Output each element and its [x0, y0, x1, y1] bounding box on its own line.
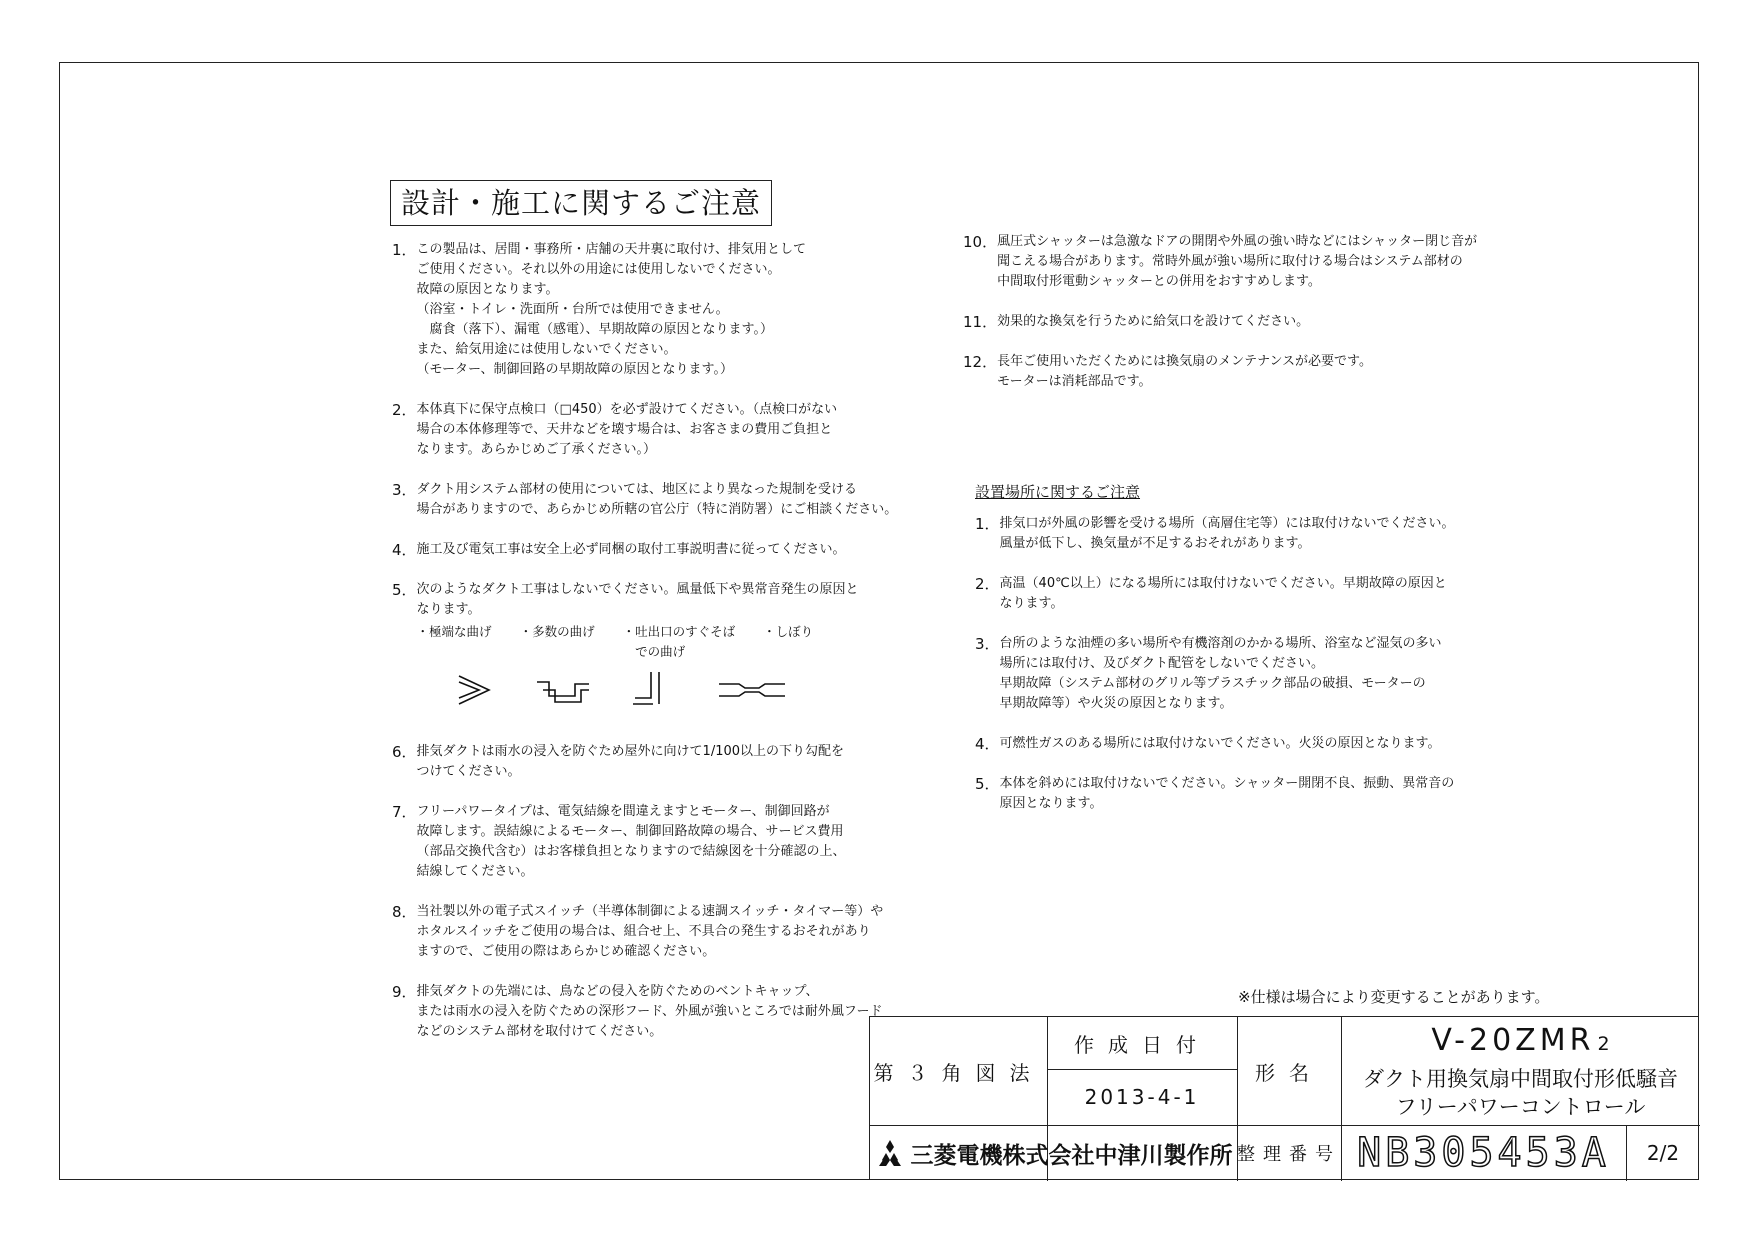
title-block — [869, 1016, 1699, 1180]
left-item — [392, 240, 852, 380]
duct-kink-label: ・多数の曲げ — [519, 624, 595, 639]
left-item-number: 6． — [392, 743, 417, 761]
install-item-line: 早期故障等）や火災の原因となります。 — [999, 696, 1233, 711]
right-item-line: 効果的な換気を行うために給気口を設けてください。 — [997, 314, 1310, 329]
constriction-icon — [717, 670, 787, 710]
install-item-line: 排気口が外風の影響を受ける場所（高層住宅等）には取付けないでください。 — [999, 516, 1455, 531]
mitsubishi-logo-icon — [875, 1140, 905, 1166]
multiple-bends-icon — [535, 670, 591, 710]
company-name: 三菱電機株式会社中津川製作所 — [870, 1125, 1237, 1181]
install-item-line: 台所のような油煙の多い場所や有機溶剤のかかる場所、浴室など湿気の多い — [999, 636, 1442, 651]
sheet-number: 2/2 — [1646, 1141, 1680, 1165]
left-item-text — [417, 540, 852, 560]
install-item-number: 4． — [975, 735, 1000, 753]
left-item — [392, 400, 852, 460]
install-item-number: 2． — [975, 575, 1000, 593]
install-heading: 設置場所に関するご注意 — [975, 483, 1141, 501]
right-item-line: 中間取付形電動シャッターとの併用をおすすめします。 — [997, 274, 1321, 289]
install-item-number: 3． — [975, 635, 1000, 653]
left-item-line: 次のようなダクト工事はしないでください。風量低下や異常音発生の原因と — [416, 582, 859, 597]
left-item-text — [417, 480, 898, 520]
left-item-text — [417, 240, 852, 380]
left-item-line: フリーパワータイプは、電気結線を間違えますとモーター、制御回路が — [416, 804, 830, 819]
left-item-line: などのシステム部材を取付けてください。 — [416, 1024, 663, 1039]
right-item — [963, 232, 1478, 292]
design-notes-column — [392, 240, 898, 1062]
left-item-line: 場合の本体修理等で、天井などを壊す場合は、お客さまの費用ご負担と — [416, 422, 833, 437]
install-item — [975, 574, 1447, 614]
left-item-text — [417, 902, 884, 962]
install-item-line: なります。 — [999, 596, 1064, 611]
left-item-line: つけてください。 — [416, 764, 521, 779]
install-item-line: 本体を斜めには取付けないでください。シャッター開閉不良、振動、異常音の — [999, 776, 1455, 791]
install-item-text — [1000, 574, 1447, 614]
doc-number-label: 整理番号 — [1237, 1144, 1341, 1165]
left-item-line: 施工及び電気工事は安全上必ず同梱の取付工事説明書に従ってください。 — [416, 542, 846, 557]
left-item-number: 1． — [392, 241, 417, 259]
left-item-line: 排気ダクトの先端には、鳥などの侵入を防ぐためのベントキャップ、 — [416, 984, 819, 999]
left-item — [392, 480, 898, 520]
left-item-line: 本体真下に保守点検口（□450）を必ず設けてください。（点検口がない — [416, 402, 838, 417]
right-item-number: 12． — [963, 353, 998, 371]
left-item-line: 場合がありますので、あらかじめ所轄の官公庁（特に消防署）にご相談ください。 — [416, 502, 898, 517]
left-item-text — [417, 400, 852, 460]
left-item-line: なります。あらかじめご了承ください。） — [416, 442, 657, 457]
duct-kink-label: ・しぼり — [763, 624, 814, 639]
left-item-text — [417, 580, 859, 722]
right-item-text — [997, 312, 1433, 332]
design-notes-list — [392, 240, 898, 1042]
install-item-line: 場所には取付け、及びダクト配管をしないでください。 — [999, 656, 1325, 671]
left-item-line: 排気ダクトは雨水の浸入を防ぐため屋外に向けて1/100以上の下り勾配を — [416, 744, 845, 759]
install-item — [975, 734, 1441, 754]
right-item-line: モーターは消耗部品です。 — [997, 374, 1152, 389]
left-item-line: なります。 — [416, 602, 481, 617]
model-description: ダクト用換気扇中間取付形低騒音 フリーパワーコントロール — [1363, 1067, 1678, 1119]
right-item — [963, 352, 1433, 392]
install-item-line: 原因となります。 — [999, 796, 1103, 811]
left-item-line: ますので、ご使用の際はあらかじめ確認ください。 — [416, 944, 716, 959]
left-item-line: 故障します。誤結線によるモーター、制御回路故障の場合、サービス費用 — [416, 824, 844, 839]
model-label: 形名 — [1255, 1060, 1323, 1085]
duct-kink-labels — [417, 622, 859, 662]
install-item-text — [1000, 734, 1441, 754]
right-item-text — [997, 352, 1433, 392]
install-notes-list — [975, 514, 1455, 814]
install-item — [975, 634, 1442, 714]
doc-number: NB305453A — [1357, 1130, 1610, 1176]
left-item-line: また、給気用途には使用しないでください。 — [416, 342, 677, 357]
left-item-line: （浴室・トイレ・洗面所・台所では使用できません。 — [416, 302, 729, 317]
install-item-line: 可燃性ガスのある場所には取付けないでください。火災の原因となります。 — [999, 736, 1441, 751]
additional-notes-list — [963, 232, 1478, 392]
right-item — [963, 312, 1433, 332]
left-item — [392, 982, 883, 1042]
left-item-number: 8． — [392, 903, 417, 921]
install-item-line: 早期故障（システム部材のグリル等プラスチック部品の破損、モーターの — [999, 676, 1426, 691]
spec-change-note: ※仕様は場合により変更することがあります。 — [1238, 988, 1550, 1006]
install-item-text — [1000, 634, 1442, 714]
install-item — [975, 514, 1455, 554]
right-item-line: 聞こえる場合があります。常時外風が強い場所に取付ける場合はシステム部材の — [997, 254, 1463, 269]
left-item-number: 7． — [392, 803, 417, 821]
install-item — [975, 774, 1455, 814]
left-item-number: 3． — [392, 481, 417, 499]
duct-figures — [417, 662, 859, 722]
model-number: V-20ZMR 2 — [1431, 1022, 1610, 1058]
left-item-line: ホタルスイッチをご使用の場合は、組合せ上、不具合の発生するおそれがあり — [416, 924, 871, 939]
left-item-number: 5． — [392, 581, 417, 599]
install-item-text — [1000, 514, 1455, 554]
install-item-line: 風量が低下し、換気量が不足するおそれがあります。 — [999, 536, 1311, 551]
left-item-line: ダクト用システム部材の使用については、地区により異なった規制を受ける — [416, 482, 857, 497]
install-item-number: 1． — [975, 515, 1000, 533]
left-item — [392, 802, 852, 882]
left-item-line: 故障の原因となります。 — [416, 282, 559, 297]
left-item-line: ご使用ください。それ以外の用途には使用しないでください。 — [416, 262, 781, 277]
created-date-label: 作成日付 — [1074, 1032, 1210, 1057]
right-item-line: 風圧式シャッターは急激なドアの開閉や外風の強い時などにはシャッター閉じ音が — [997, 234, 1478, 249]
right-item-text — [997, 232, 1477, 292]
install-item-text — [1000, 774, 1455, 814]
left-item-line: 当社製以外の電子式スイッチ（半導体制御による速調スイッチ・タイマー等）や — [416, 904, 884, 919]
install-item-line: 高温（40℃以上）になる場所には取付けないでください。早期故障の原因と — [999, 576, 1447, 591]
left-item-text — [417, 802, 852, 882]
created-date: 2013-4-1 — [1084, 1085, 1200, 1109]
left-item-text — [417, 742, 852, 782]
left-item-line: この製品は、居間・事務所・店舗の天井裏に取付け、排気用として — [416, 242, 807, 257]
left-item — [392, 742, 852, 782]
right-item-number: 11． — [963, 313, 998, 331]
bend-near-outlet-icon — [629, 670, 669, 710]
install-item-number: 5． — [975, 775, 1000, 793]
left-item-line: または雨水の浸入を防ぐための深形フード、外風が強いところでは耐外風フード — [416, 1004, 883, 1019]
duct-kink-label: ・吐出口のすぐそば での曲げ — [622, 624, 736, 659]
right-item-line: 長年ご使用いただくためには換気扇のメンテナンスが必要です。 — [997, 354, 1373, 369]
left-item-line: （部品交換代含む）はお客様負担となりますので結線図を十分確認の上、 — [416, 844, 846, 859]
right-item-number: 10． — [963, 233, 998, 251]
left-item — [392, 540, 852, 560]
left-item-number: 9． — [392, 983, 417, 1001]
right-notes-column — [963, 232, 1478, 834]
left-item — [392, 902, 884, 962]
projection-method: 第３角図法 — [873, 1060, 1044, 1085]
left-item-line: 腐食（落下）、漏電（感電）、早期故障の原因となります。） — [416, 322, 774, 337]
left-item-number: 2． — [392, 401, 417, 419]
page-title: 設計・施工に関するご注意 — [390, 180, 772, 226]
left-item-line: （モーター、制御回路の早期故障の原因となります。） — [416, 362, 733, 377]
duct-kink-label: ・極端な曲げ — [416, 624, 492, 639]
left-item — [392, 580, 859, 722]
left-item-text — [417, 982, 883, 1042]
left-item-line: 結線してください。 — [416, 864, 534, 879]
left-item-number: 4． — [392, 541, 417, 559]
sharp-bend-icon — [455, 670, 495, 710]
